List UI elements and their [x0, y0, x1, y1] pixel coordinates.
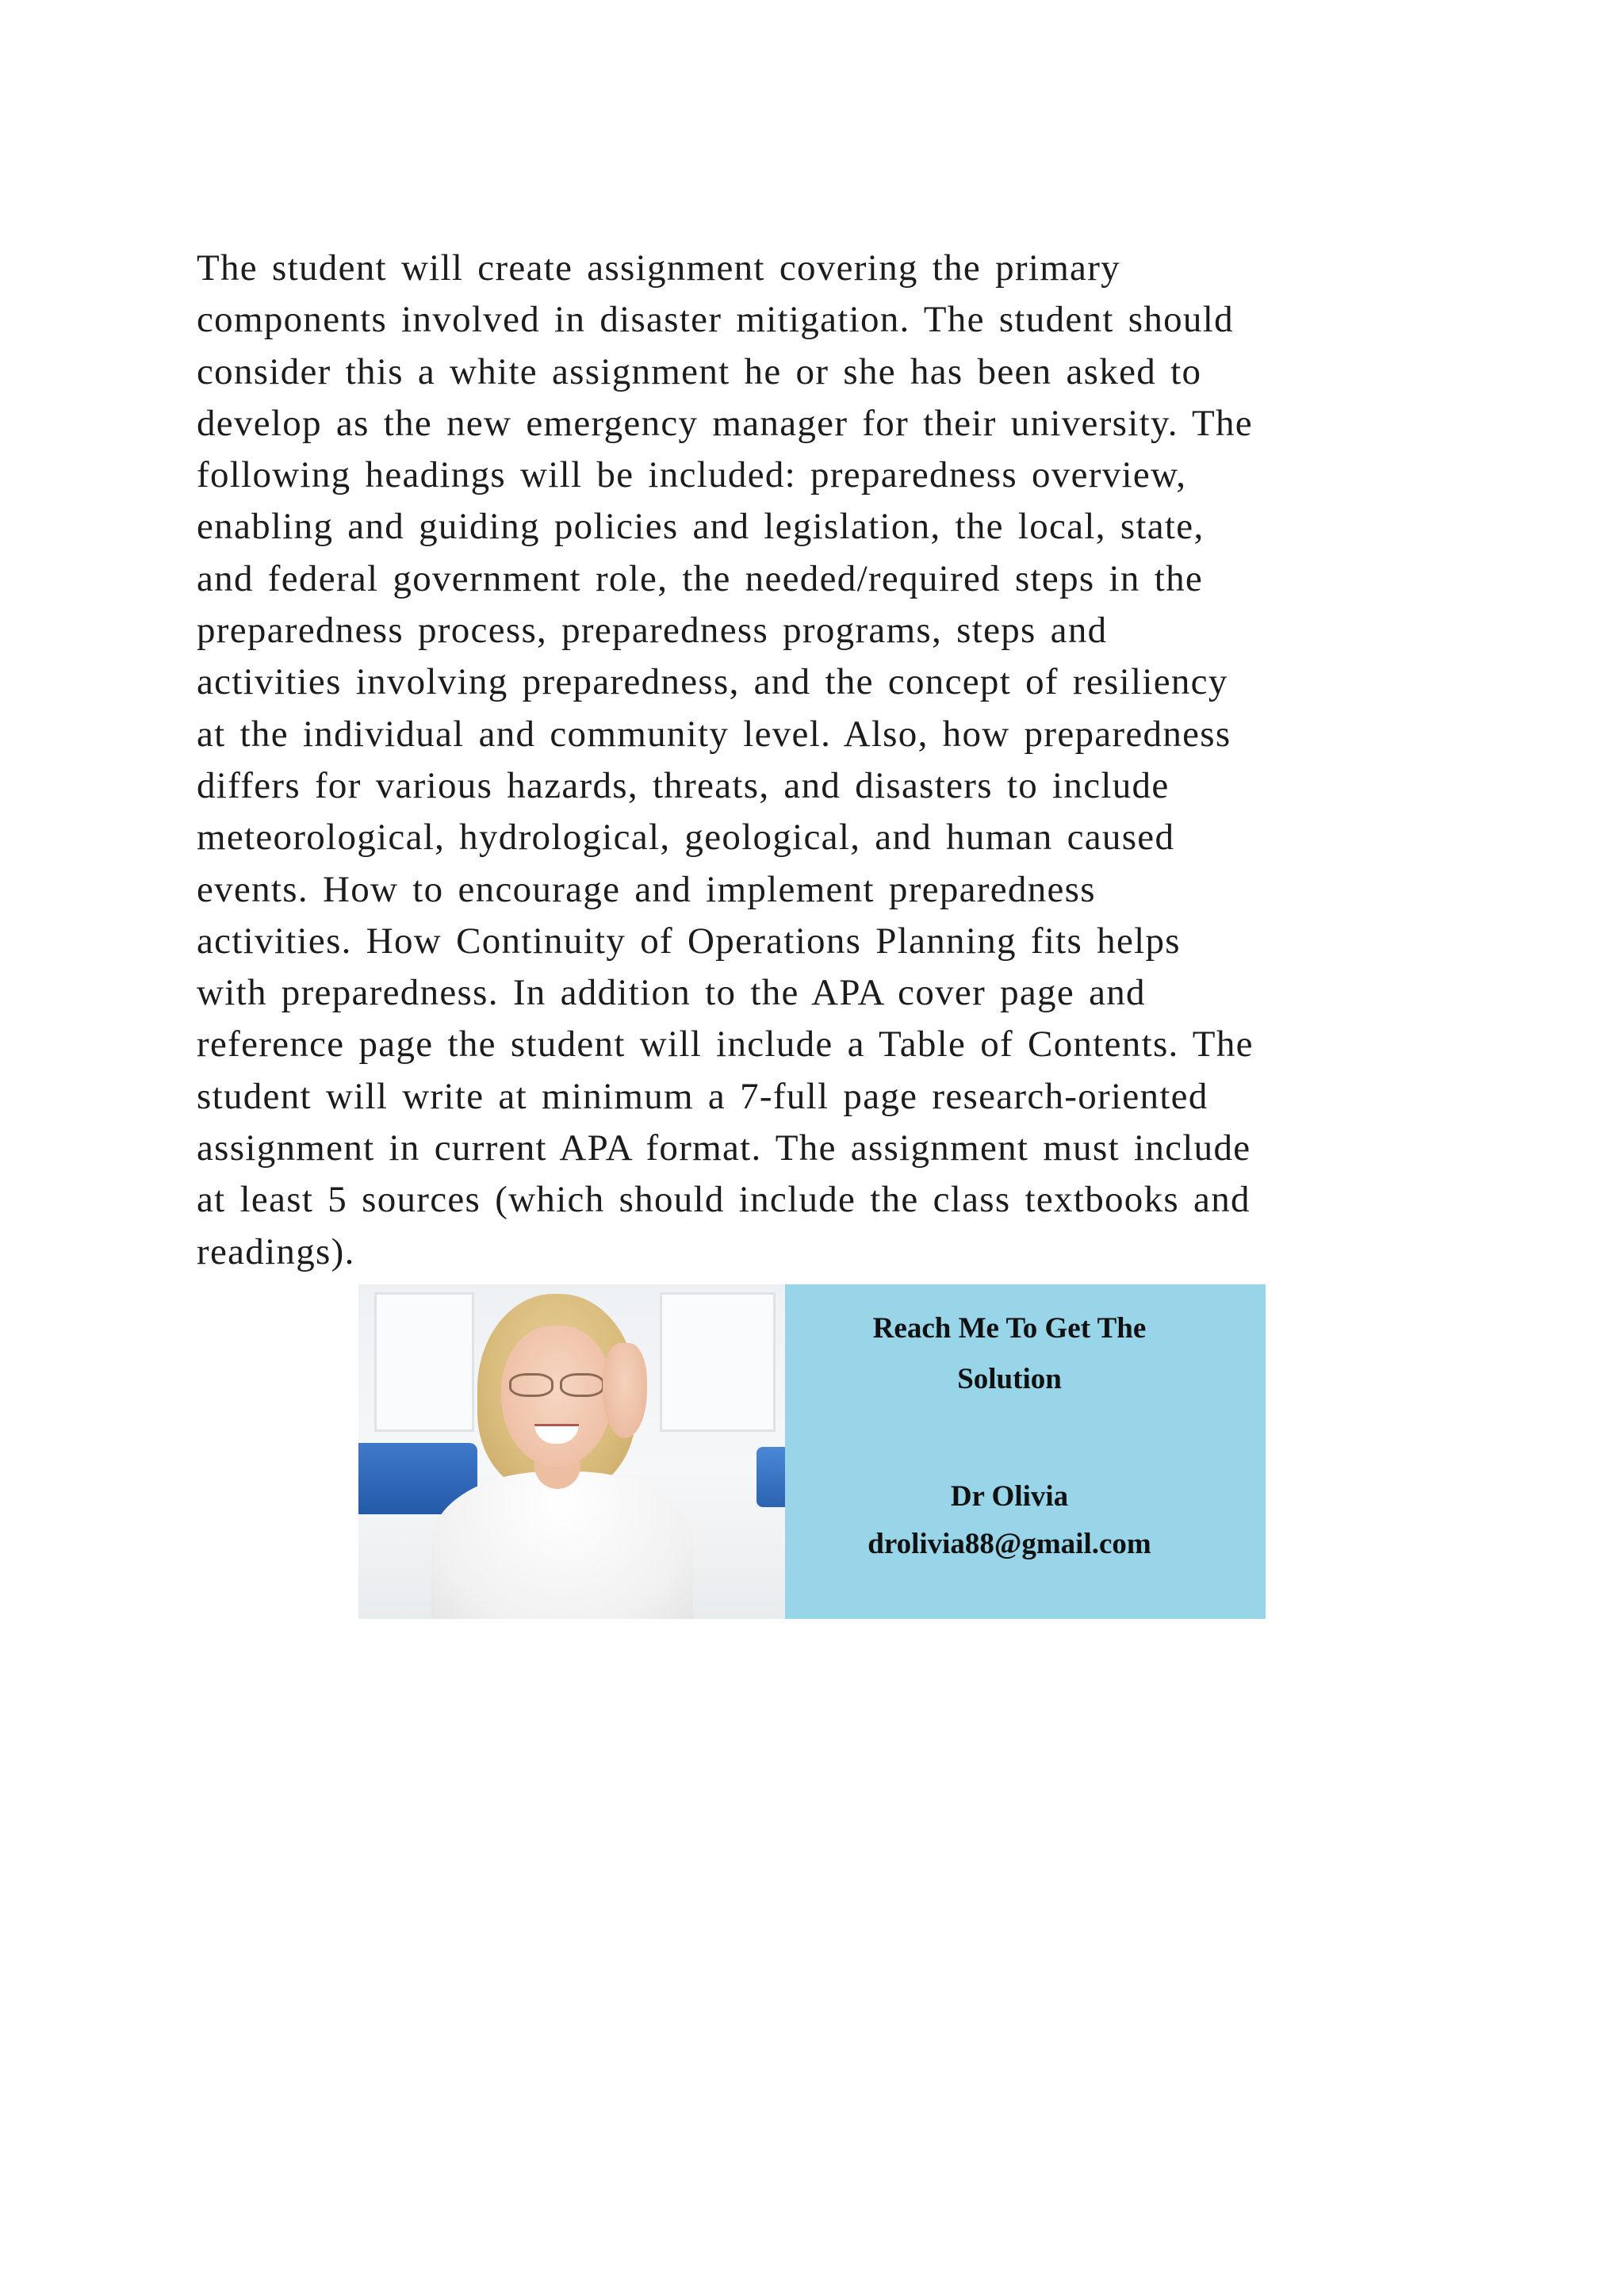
paragraph-line: activities involving preparedness, and the concept of resiliency	[197, 661, 1228, 703]
white-blouse	[431, 1471, 693, 1619]
contact-info-panel	[785, 1284, 1266, 1619]
paragraph-line: meteorological, hydrological, geological, and human caused	[197, 817, 1175, 859]
hand	[603, 1343, 647, 1438]
paragraph-line: components involved in disaster mitigation. The student should	[197, 299, 1234, 341]
assignment-paragraph	[197, 243, 1427, 1278]
paragraph-line: assignment in current APA format. The assignment must include	[197, 1127, 1251, 1169]
paragraph-line: activities. How Continuity of Operations Planning fits helps	[197, 920, 1181, 962]
window-pane	[660, 1292, 776, 1432]
paragraph-line: The student will create assignment covering the primary	[197, 247, 1120, 289]
paragraph-line: at the individual and community level. Also, how preparedness	[197, 713, 1231, 755]
paragraph-line: readings).	[197, 1230, 355, 1272]
paragraph-line: consider this a white assignment he or she has been asked to	[197, 350, 1202, 392]
paragraph-line: preparedness process, preparedness programs, steps and	[197, 610, 1108, 652]
paragraph-line: develop as the new emergency manager for their university. The	[197, 402, 1253, 444]
paragraph-line: and federal government role, the needed/required steps in the	[197, 557, 1204, 599]
paragraph-line: enabling and guiding policies and legislation, the local, state,	[197, 506, 1205, 548]
paragraph-line: following headings will be included: preparedness overview,	[197, 454, 1187, 496]
contact-email: drolivia88@gmail.com	[868, 1528, 1151, 1560]
contact-name: Dr Olivia	[950, 1480, 1069, 1513]
paragraph-line: student will write at minimum a 7-full page research-oriented	[197, 1075, 1208, 1117]
banner-headline: Reach Me To Get The	[872, 1312, 1147, 1345]
glasses-icon	[509, 1373, 604, 1395]
paragraph-line: at least 5 sources (which should include the class textbooks and	[197, 1179, 1251, 1221]
face	[501, 1326, 612, 1467]
paragraph-line: with preparedness. In addition to the APA cover page and	[197, 972, 1146, 1014]
paragraph-line: differs for various hazards, threats, and disasters to include	[197, 764, 1170, 806]
window-pane	[374, 1292, 474, 1432]
paragraph-line: reference page the student will include a Table of Contents. The	[197, 1024, 1254, 1066]
paragraph-line: events. How to encourage and implement preparedness	[197, 868, 1096, 910]
blue-chair	[756, 1447, 785, 1507]
contact-banner	[358, 1284, 1266, 1619]
banner-headline-2: Solution	[957, 1363, 1062, 1395]
woman-photo	[358, 1284, 785, 1619]
